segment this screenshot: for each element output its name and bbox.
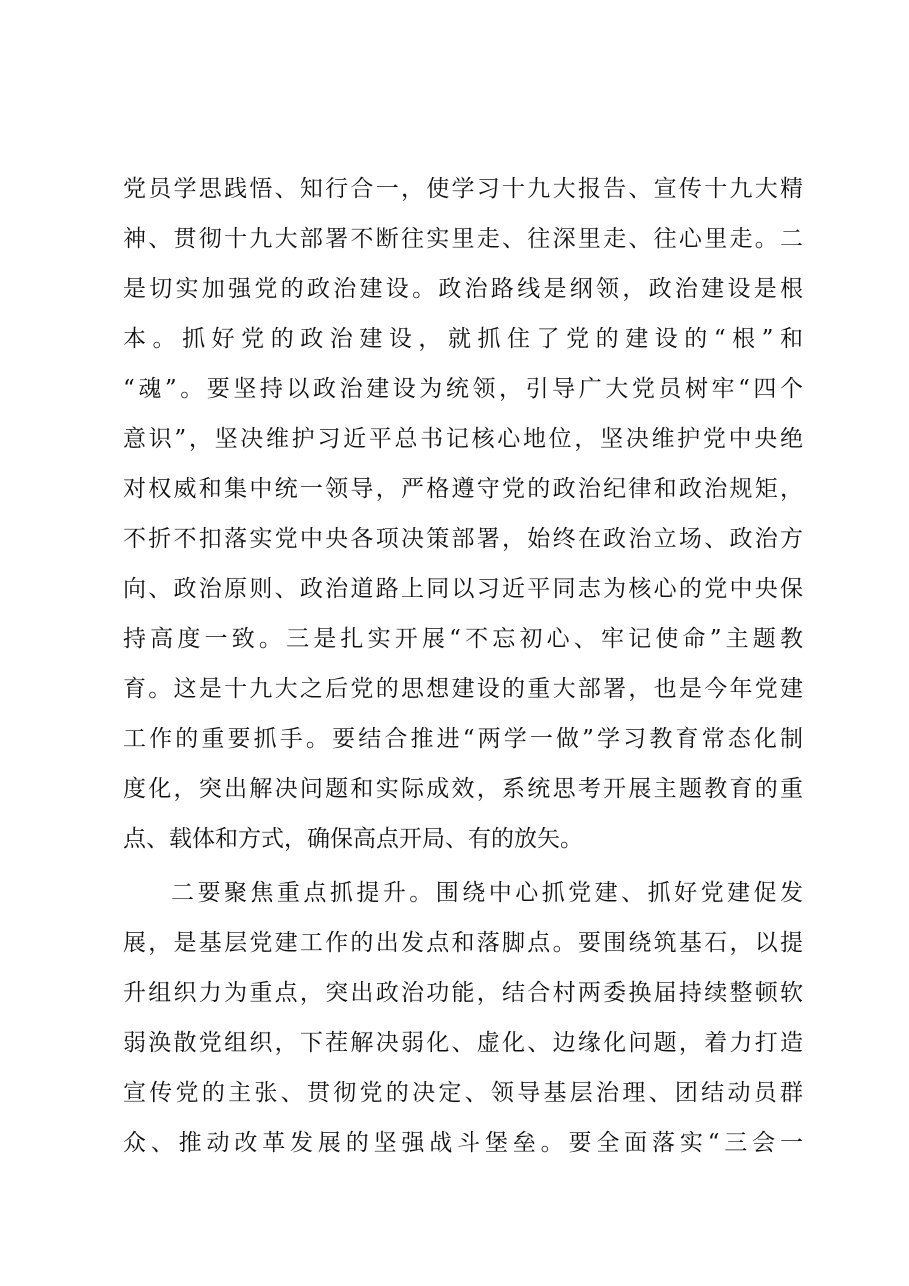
paragraph xyxy=(123,164,803,864)
text-line: 神、贯彻十九大部署不断往实里走、往深里走、往心里走。二 xyxy=(123,226,803,252)
text-line: 点、载体和方式，确保高点开局、有的放矢。 xyxy=(123,826,583,852)
text-line: 持高度一致。三是扎实开展“不忘初心、牢记使命”主题教 xyxy=(123,626,803,652)
text-line: 度化，突出解决问题和实际成效，系统思考开展主题教育的重 xyxy=(123,776,803,802)
text-line: 本。抓好党的政治建设，就抓住了党的建设的“根”和 xyxy=(123,326,803,352)
text-line: 是切实加强党的政治建设。政治路线是纲领，政治建设是根 xyxy=(123,276,803,302)
text-line: 展，是基层党建工作的出发点和落脚点。要围绕筑基石，以提 xyxy=(123,930,803,956)
paragraph xyxy=(123,868,803,1168)
text-line: 工作的重要抓手。要结合推进“两学一做”学习教育常态化制 xyxy=(123,726,803,752)
text-line: 不折不扣落实党中央各项决策部署，始终在政治立场、政治方 xyxy=(123,526,803,552)
text-line: 对权威和集中统一领导，严格遵守党的政治纪律和政治规矩， xyxy=(123,476,803,502)
text-line: 二要聚焦重点抓提升。围绕中心抓党建、抓好党建促发 xyxy=(171,880,803,906)
text-line: 众、推动改革发展的坚强战斗堡垒。要全面落实“三会一 xyxy=(123,1130,803,1156)
text-line: 育。这是十九大之后党的思想建设的重大部署，也是今年党建 xyxy=(123,676,803,702)
text-line: 意识”，坚决维护习近平总书记核心地位，坚决维护党中央绝 xyxy=(123,426,803,452)
text-line: “魂”。要坚持以政治建设为统领，引导广大党员树牢“四个 xyxy=(123,376,803,402)
text-line: 党员学思践悟、知行合一，使学习十九大报告、宣传十九大精 xyxy=(123,176,803,202)
text-line: 升组织力为重点，突出政治功能，结合村两委换届持续整顿软 xyxy=(123,980,803,1006)
body-text xyxy=(123,164,803,1168)
text-line: 宣传党的主张、贯彻党的决定、领导基层治理、团结动员群 xyxy=(123,1080,803,1106)
text-line: 向、政治原则、政治道路上同以习近平同志为核心的党中央保 xyxy=(123,576,803,602)
text-line: 弱涣散党组织，下茬解决弱化、虚化、边缘化问题，着力打造 xyxy=(123,1030,803,1056)
